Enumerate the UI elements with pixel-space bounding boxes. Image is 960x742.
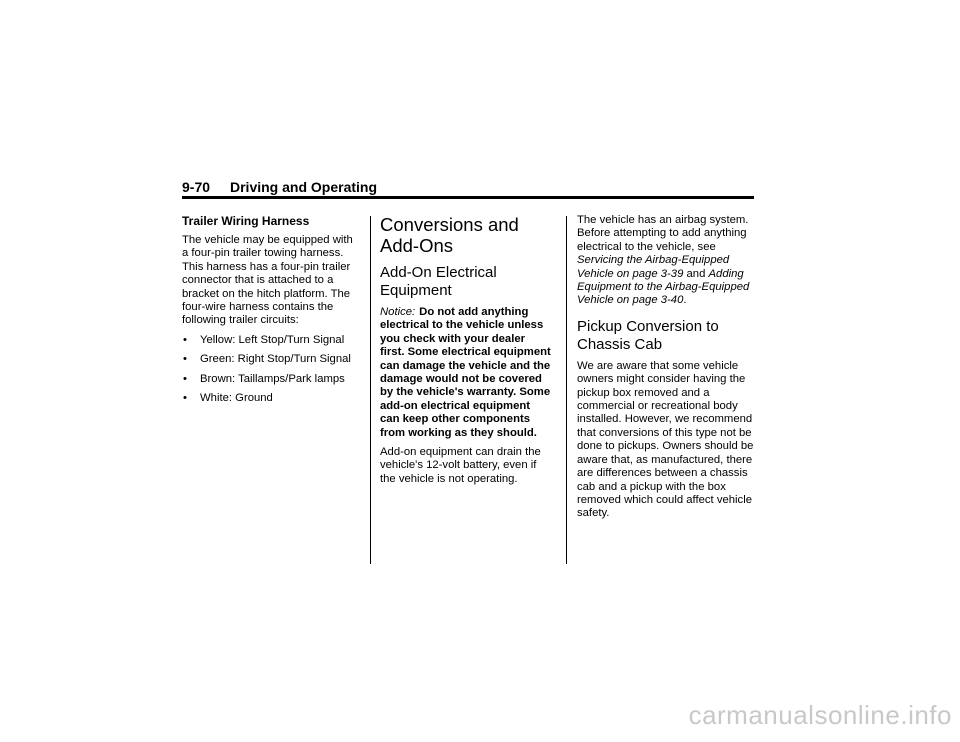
list-item: • Yellow: Left Stop/Turn Signal	[183, 333, 345, 346]
list-item: • Brown: Taillamps/Park lamps	[183, 372, 345, 385]
notice-block	[380, 306, 552, 440]
trailer-wiring-heading: Trailer Wiring Harness	[182, 214, 310, 228]
column-left	[182, 214, 354, 411]
list-item: • White: Ground	[183, 392, 273, 405]
conversions-title: Conversions and Add-Ons	[380, 214, 519, 256]
airbag-reference-link[interactable]: Servicing the Airbag-Equipped Vehicle on page 3-39	[577, 254, 730, 280]
trailer-wiring-intro: The vehicle may be equipped with a four-pin trailer towing harness. This harness has a four-pin trailer connector that is attached to a bracket on the hitch platform. The four-wire harness contains the following trailer circuits:	[182, 234, 353, 327]
watermark: carmanualsonline.info	[688, 700, 952, 730]
battery-drain-paragraph: Add-on equipment can drain the vehicle's 12-volt battery, even if the vehicle is not operating.	[380, 446, 541, 485]
page-number: 9-70	[182, 179, 211, 195]
pickup-conversion-heading: Pickup Conversion to Chassis Cab	[577, 317, 719, 353]
column-divider-left	[370, 216, 371, 564]
bullet-icon: •	[183, 333, 187, 346]
add-on-electrical-heading: Add-On Electrical Equipment	[380, 264, 497, 299]
notice-label: Notice:	[380, 306, 416, 318]
header-rule	[182, 196, 754, 199]
bullet-icon: •	[183, 372, 187, 385]
column-divider-right	[566, 216, 567, 564]
column-middle	[380, 214, 552, 492]
airbag-paragraph: The vehicle has an airbag system. Before attempting to add anything electrical to the vehicle, see Servicing the Airbag-Equipped Vehicle on page 3-39 and Adding Equipment to the Airbag-Equipped Vehicle on page 3-40.	[577, 214, 750, 307]
trailer-circuit-list	[182, 334, 354, 406]
airbag-reference-link[interactable]: Adding Equipment to the Airbag-Equipped Vehicle on page 3-40	[577, 267, 750, 307]
bullet-icon: •	[183, 353, 187, 366]
page-header	[182, 178, 754, 196]
list-item: • Green: Right Stop/Turn Signal	[183, 353, 351, 366]
pickup-conversion-paragraph: We are aware that some vehicle owners might consider having the pickup box removed and a commercial or recreational body installed. However, we recommend that conversions of this type not be done to pickups. Owners should be aware that, as manufactured, there are differences between a chassis cab and a pickup with the box removed which could affect vehicle safety.	[577, 359, 754, 520]
bullet-icon: •	[183, 392, 187, 405]
notice-text: Do not add anything electrical to the vehicle unless you check with your dealer first. Some electrical equipment can damage the vehicle and the damage would not be covered by the vehicle's warranty. Some add-on electrical equipment can keep other components from working as they should.	[380, 306, 551, 439]
column-right	[577, 214, 754, 527]
section-title: Driving and Operating	[230, 179, 378, 195]
